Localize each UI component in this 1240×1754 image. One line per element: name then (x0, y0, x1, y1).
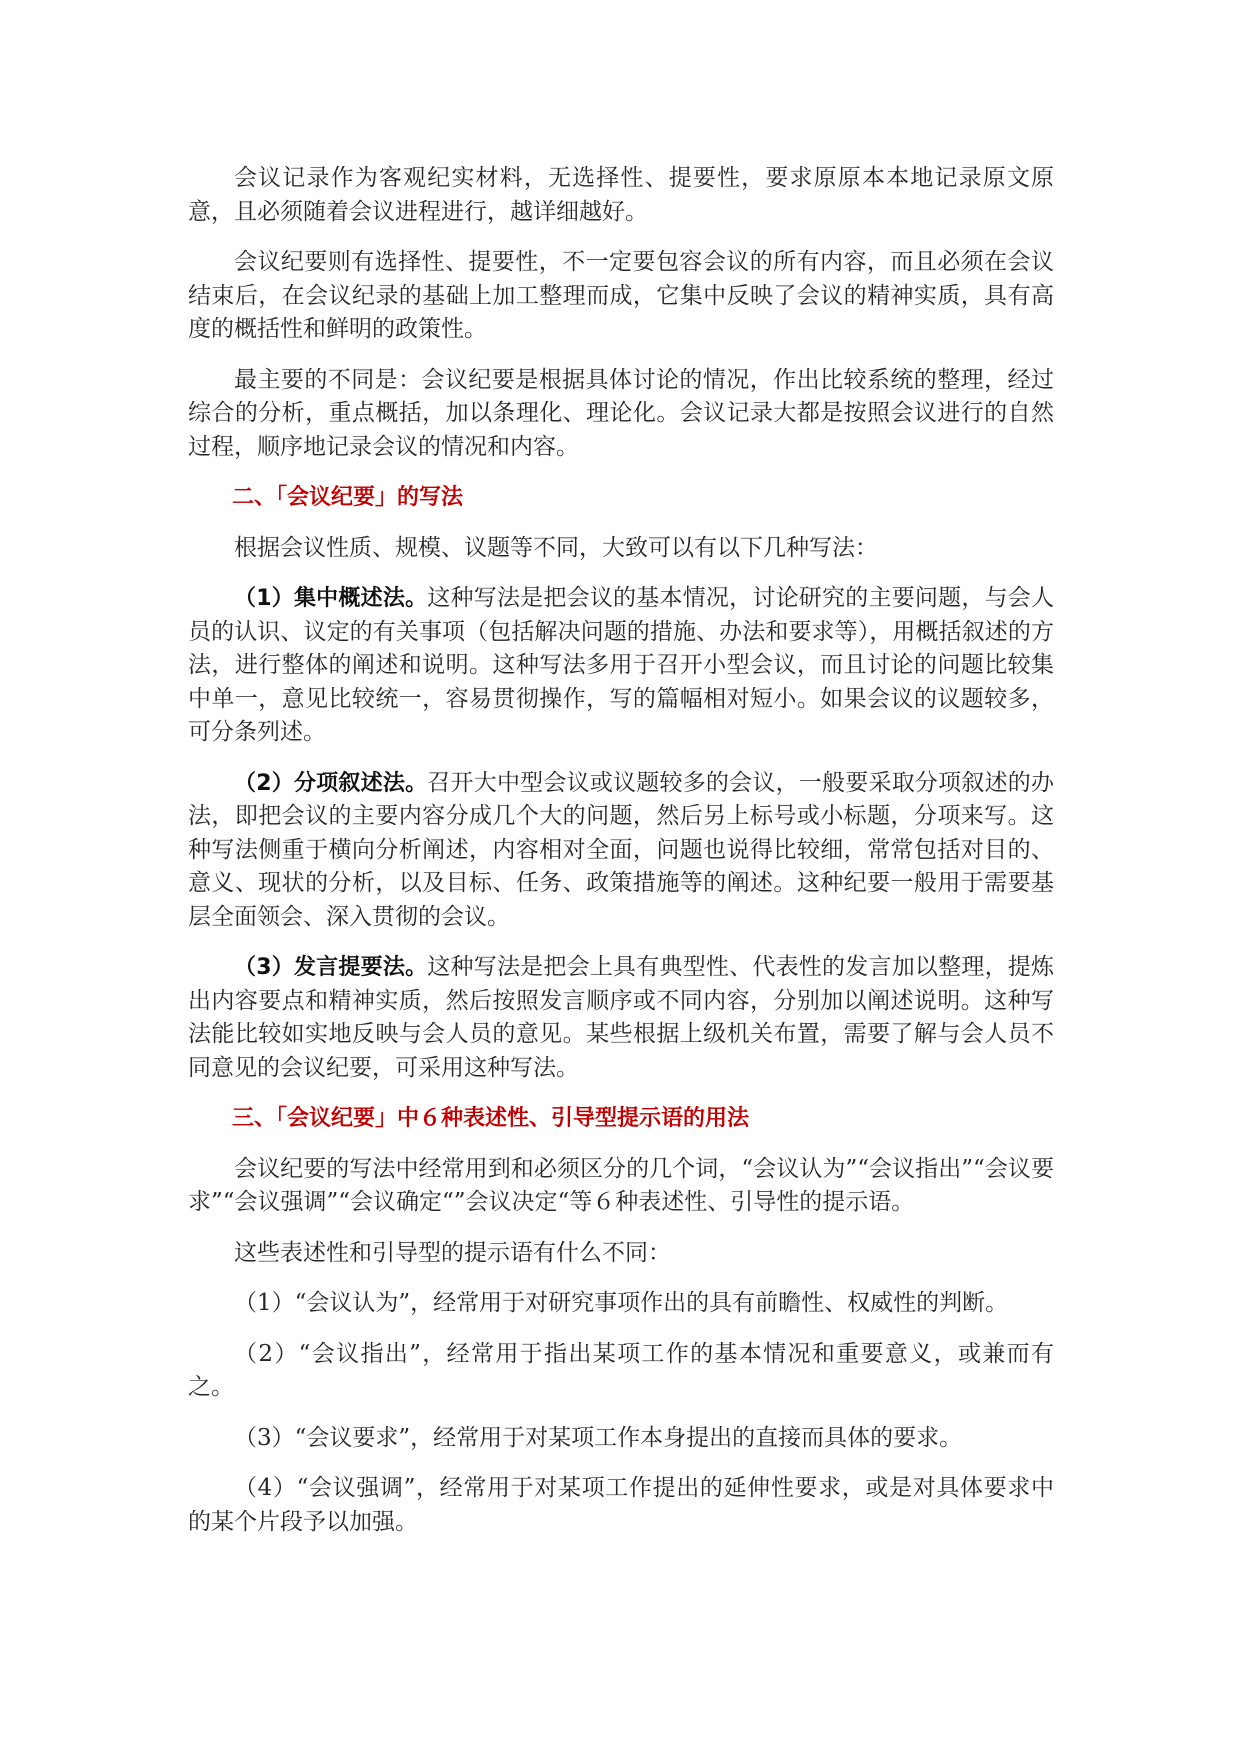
paragraph-prompt-question: 这些表述性和引导型的提示语有什么不同： (234, 1239, 671, 1266)
method-2-text: 召开大中型会议或议题较多的会议，一般要采取分项叙述的办法，即把会议的主要内容分成几个大的问题，然后另上标号或小标题，分项来写。这种写法侧重于横向分析阐述，内容相对全面，问题也说得比较细，常常包括对目的、意义、现状的分析，以及目标、任务、政策措施等的阐述。这种纪要一般用于需要基层全面领会、深入贯彻的会议。 (188, 769, 1055, 930)
method-2-lead: （2）分项叙述法。 (234, 770, 428, 796)
paragraph-method-1 (188, 582, 1054, 750)
paragraph-prompt-intro: 会议纪要的写法中经常用到和必须区分的几个词，“会议认为”“会议指出”“会议要求”“会议强调”“会议确定“”会议决定“等６种表述性、引导性的提示语。 (188, 1155, 1054, 1215)
section-heading-writing-methods: 二、「会议纪要」的写法 (232, 485, 464, 510)
paragraph-meeting-minutes: 会议纪要则有选择性、提要性，不一定要包容会议的所有内容，而且必须在会议结束后，在会议纪录的基础上加工整理而成，它集中反映了会议的精神实质，具有高度的概括性和鲜明的政策性。 (188, 249, 1054, 342)
method-3-lead: （3）发言提要法。 (234, 955, 428, 980)
section-heading-prompt-phrases: 三、「会议纪要」中６种表述性、引导型提示语的用法 (232, 1106, 750, 1131)
list-item-prompt-1: （1）“会议认为”，经常用于对研究事项作出的具有前瞻性、权威性的判断。 (234, 1290, 1009, 1316)
paragraph-main-difference: 最主要的不同是：会议纪要是根据具体讨论的情况，作出比较系统的整理，经过综合的分析，重点概括，加以条理化、理论化。会议记录大都是按照会议进行的自然过程，顺序地记录会议的情况和内容。 (188, 366, 1054, 460)
paragraph-method-3 (188, 951, 1054, 1085)
list-item-prompt-3: （3）“会议要求”，经常用于对某项工作本身提出的直接而具体的要求。 (234, 1424, 963, 1451)
list-item-prompt-4: （4）“会议强调”，经常用于对某项工作提出的延伸性要求，或是对具体要求中的某个片段予以加强。 (188, 1475, 1054, 1535)
method-3-text: 这种写法是把会上具有典型性、代表性的发言加以整理，提炼出内容要点和精神实质，然后按照发言顺序或不同内容，分别加以阐述说明。这种写法能比较如实地反映与会人员的意见。某些根据上级机关布置，需要了解与会人员不同意见的会议纪要，可采用这种写法。 (188, 954, 1055, 1081)
paragraph-meeting-record: 会议记录作为客观纪实材料，无选择性、提要性，要求原原本本地记录原文原意，且必须随着会议进程进行，越详细越好。 (188, 165, 1054, 225)
document-page (188, 162, 1054, 1556)
paragraph-method-2 (188, 767, 1054, 935)
paragraph-writing-intro: 根据会议性质、规模、议题等不同，大致可以有以下几种写法： (234, 534, 878, 561)
method-1-lead: （1）集中概述法。 (234, 586, 428, 611)
method-1-text: 这种写法是把会议的基本情况，讨论研究的主要问题，与会人员的认识、议定的有关事项（包括解决问题的措施、办法和要求等），用概括叙述的方法，进行整体的阐述和说明。这种写法多用于召开小型会议，而且讨论的问题比较集中单一，意见比较统一，容易贯彻操作，写的篇幅相对短小。如果会议的议题较多，可分条列述。 (188, 585, 1055, 745)
list-item-prompt-2: （2）“会议指出”，经常用于指出某项工作的基本情况和重要意义，或兼而有之。 (188, 1340, 1054, 1400)
